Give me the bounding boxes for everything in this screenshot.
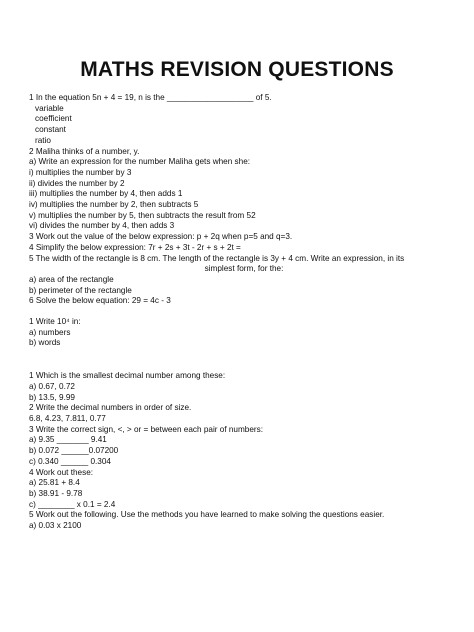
question-line: iv) multiplies the number by 2, then subtracts 5 (29, 200, 199, 210)
question-line: b) 0.072 ______0.07200 (29, 446, 119, 456)
question-line: c) ________ x 0.1 = 2.4 (29, 499, 116, 509)
question-line: 2 Write the decimal numbers in order of size. (29, 403, 192, 413)
question-line: 1 Which is the smallest decimal number among these: (29, 371, 226, 381)
question-line: 4 Simplify the below expression: 7r + 2s + 3t - 2r + s + 2t = (29, 242, 241, 252)
question-line: 6 Solve the below equation: 29 = 4c - 3 (29, 296, 171, 306)
question-line: a) numbers (29, 327, 71, 337)
question-line: 6.8, 4.23, 7.811, 0.77 (29, 413, 106, 423)
question-line: b) 13.5, 9.99 (29, 392, 75, 402)
option-line: variable (35, 103, 64, 113)
question-line: a) 25.81 + 8.4 (29, 478, 80, 488)
question-line: a) 0.67, 0.72 (29, 381, 75, 391)
question-line: iii) multiplies the number by 4, then adds 1 (29, 189, 183, 199)
question-line: 3 Work out the value of the below expression: p + 2q when p=5 and q=3. (29, 232, 293, 242)
question-line: 3 Write the correct sign, <, > or = between each pair of numbers: (29, 424, 263, 434)
question-line: 5 The width of the rectangle is 8 cm. The length of the rectangle is 3y + 4 cm. Write an expression, in its (29, 253, 405, 263)
question-line: b) 38.91 - 9.78 (29, 488, 83, 498)
question-line: 2 Maliha thinks of a number, y. (29, 146, 140, 156)
question-line: simplest form, for the: (204, 264, 284, 274)
page-title: MATHS REVISION QUESTIONS (80, 58, 394, 81)
question-line: b) perimeter of the rectangle (29, 285, 132, 295)
option-line: constant (35, 125, 66, 135)
question-line: a) 0.03 x 2100 (29, 521, 82, 531)
option-line: ratio (35, 135, 51, 145)
question-line: a) 9.35 _______ 9.41 (29, 435, 107, 445)
worksheet-body (29, 93, 459, 532)
question-line: ii) divides the number by 2 (29, 178, 125, 188)
question-line: a) Write an expression for the number Maliha gets when she: (29, 157, 251, 167)
question-line: 1 Write 10⁴ in: (29, 317, 81, 327)
question-line: 5 Work out the following. Use the methods you have learned to make solving the questions easier. (29, 510, 385, 520)
question-line: i) multiplies the number by 3 (29, 167, 132, 177)
question-line: 4 Work out these: (29, 467, 94, 477)
question-line: c) 0.340 ______ 0.304 (29, 456, 111, 466)
question-line: 1 In the equation 5n + 4 = 19, n is the ___________________ of 5. (29, 93, 272, 102)
question-line: v) multiplies the number by 5, then subtracts the result from 52 (29, 210, 256, 220)
option-line: coefficient (35, 114, 72, 124)
question-line: b) words (29, 338, 61, 348)
question-line: a) area of the rectangle (29, 274, 114, 284)
question-line: vi) divides the number by 4, then adds 3 (29, 221, 175, 231)
